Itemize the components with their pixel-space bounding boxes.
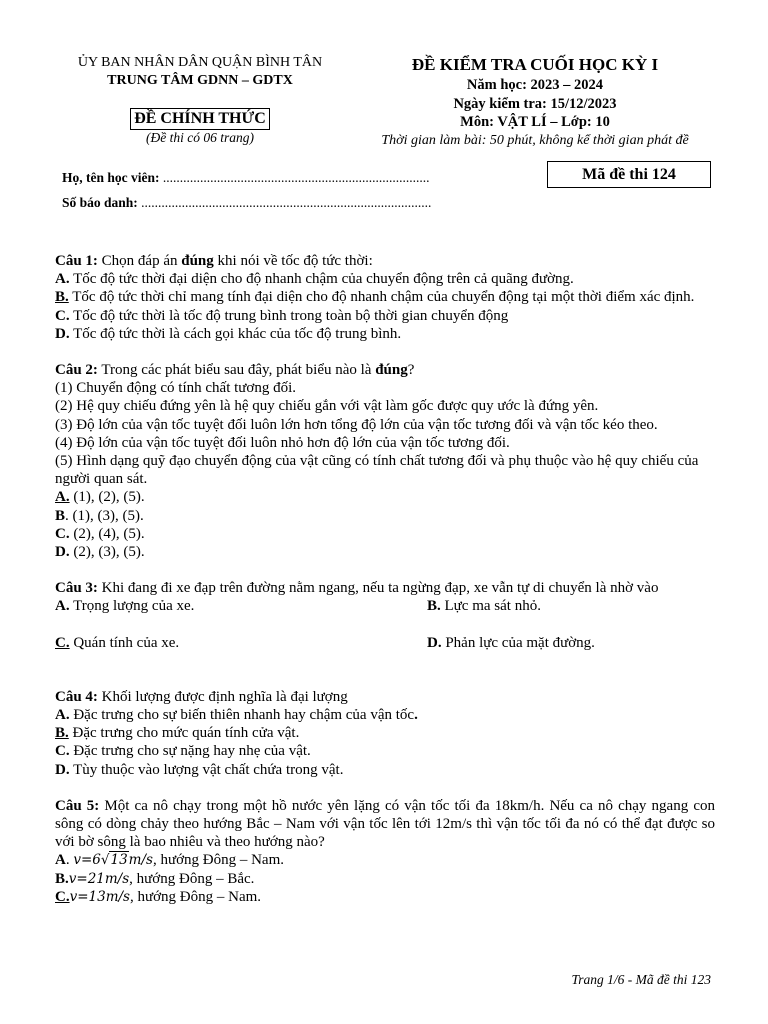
question-label: Câu 1: — [55, 253, 98, 269]
option-text: , hướng Đông – Bắc. — [129, 870, 255, 887]
option-key: B. — [55, 289, 69, 306]
option-key: D. — [55, 544, 70, 561]
exam-title: ĐỀ KIỂM TRA CUỐI HỌC KỲ I — [411, 55, 659, 74]
question-label: Câu 4: — [55, 688, 98, 705]
option-c — [55, 888, 715, 906]
option-a — [55, 706, 715, 724]
formula: v=21m/s — [68, 870, 130, 887]
committee-name: ỦY BAN NHÂN DÂN QUẬN BÌNH TÂN — [77, 55, 323, 70]
stem-text: Khối lượng được định nghĩa là đại lượng — [97, 688, 348, 705]
option-text: (2), (3), (5). — [69, 544, 145, 561]
option-text: Quán tính của xe. — [69, 634, 180, 651]
center-name: TRUNG TÂM GDNN – GDTX — [107, 73, 293, 88]
statement-3: (3) Độ lớn của vận tốc tuyệt đối luôn lớn hơn tổng độ lớn của vận tốc tương đối và vận tốc kéo theo. — [55, 416, 658, 433]
option-key: B — [55, 507, 66, 524]
formula — [73, 851, 153, 868]
option-text: , hướng Đông – Nam. — [130, 888, 262, 905]
option-a — [55, 597, 427, 615]
official-stamp: ĐỀ CHÍNH THỨC — [130, 108, 270, 130]
option-text: Phản lực của mặt đường. — [441, 634, 595, 651]
student-name-field — [62, 170, 430, 186]
question-label: Câu 3: — [55, 580, 98, 597]
question-stem — [55, 252, 715, 270]
option-key: C. — [55, 888, 70, 905]
student-id-field — [62, 195, 431, 211]
spacer — [55, 616, 715, 634]
question-1 — [55, 252, 715, 343]
sqrt-radicand: 13 — [110, 852, 128, 869]
option-b — [55, 288, 715, 306]
student-id-label: Số báo danh: — [62, 195, 138, 210]
option-a — [55, 851, 715, 869]
question-5 — [55, 797, 715, 906]
option-b — [55, 507, 715, 525]
option-d — [55, 543, 715, 561]
option-sep: . — [65, 852, 74, 869]
stem-text: Khi đang đi xe đạp trên đường nằm ngang, nếu ta ngừng đạp, xe vẫn tự di chuyển là nhờ vào — [97, 580, 659, 597]
option-d — [427, 634, 595, 652]
statement-5: (5) Hình dạng quỹ đạo chuyển động của vật cũng có tính chất tương đối và phụ thuộc vào hệ quy chiếu của người quan sát. — [55, 453, 699, 488]
subject: Môn: VẬT LÍ – Lớp: 10 — [460, 114, 610, 130]
option-a — [55, 488, 715, 506]
header-right — [355, 54, 715, 150]
option-c — [55, 307, 715, 325]
option-key: C. — [55, 307, 70, 324]
question-2 — [55, 361, 715, 561]
formula: v=13m/s — [69, 888, 130, 905]
option-c — [55, 742, 715, 760]
option-text: Trọng lượng của xe. — [69, 598, 195, 615]
option-key: D. — [55, 325, 70, 342]
question-stem — [55, 361, 715, 379]
question-4 — [55, 688, 715, 779]
stem-emphasis: đúng — [375, 362, 408, 379]
statement-2: (2) Hệ quy chiếu đứng yên là hệ quy chiếu gắn với vật làm gốc được quy ước là đứng yên. — [55, 398, 599, 415]
exam-date: Ngày kiểm tra: 15/12/2023 — [453, 95, 617, 112]
stem-text: khi nói về tốc độ tức thời: — [213, 253, 373, 269]
student-name-blank: ............................................................................... — [159, 170, 430, 185]
page-footer: Trang 1/6 - Mã đề thi 123 — [571, 972, 711, 987]
sqrt-symbol: √ — [100, 852, 110, 869]
option-text: Đặc trưng cho sự nặng hay nhẹ của vật. — [69, 743, 311, 760]
question-label: Câu 5: — [55, 797, 100, 814]
question-stem — [55, 579, 715, 597]
option-a — [55, 270, 715, 288]
option-key: C. — [55, 634, 70, 651]
exam-code-box: Mã đề thi 124 — [547, 161, 711, 188]
duration: Thời gian làm bài: 50 phút, không kể thời gian phát đề — [381, 132, 689, 148]
option-key: B. — [55, 725, 69, 742]
option-key: C. — [55, 743, 70, 760]
stem-text: Trong các phát biểu sau đây, phát biểu nào là — [97, 362, 376, 379]
option-c — [55, 525, 715, 543]
options-row-2 — [55, 634, 715, 652]
questions-body — [55, 252, 715, 924]
option-text: Tốc độ tức thời là cách gọi khác của tốc độ trung bình. — [69, 325, 402, 342]
option-key: B. — [427, 598, 441, 615]
question-3 — [55, 579, 715, 670]
option-d — [55, 761, 715, 779]
option-key: C. — [55, 525, 70, 542]
option-text: (2), (4), (5). — [69, 525, 145, 542]
stem-text: ? — [407, 362, 415, 379]
school-year: Năm học: 2023 – 2024 — [466, 77, 604, 93]
stem-text: Chọn đáp án — [97, 253, 182, 269]
option-key: A. — [55, 271, 70, 288]
option-key: D. — [427, 634, 442, 651]
pages-note: (Đề thi có 06 trang) — [146, 130, 254, 145]
option-key: A. — [55, 707, 70, 724]
option-key: A. — [55, 598, 70, 615]
student-name-label: Họ, tên học viên: — [62, 170, 160, 185]
option-text: Đặc trưng cho sự biến thiên nhanh hay chậm của vận tốc — [69, 707, 415, 724]
option-c — [55, 634, 427, 652]
question-stem — [55, 688, 715, 706]
option-d — [55, 325, 715, 343]
option-end: . — [414, 707, 418, 724]
header-left — [50, 54, 350, 146]
option-b — [55, 724, 715, 742]
option-text: Đặc trưng cho mức quán tính cửa vật. — [68, 725, 300, 742]
question-stem — [55, 797, 715, 852]
option-key: B. — [55, 870, 69, 887]
statement-4: (4) Độ lớn của vận tốc tuyệt đối luôn nhỏ hơn độ lớn của vận tốc tương đối. — [55, 434, 510, 451]
option-key: D. — [55, 761, 70, 778]
option-key: A. — [55, 489, 70, 506]
formula-unit: m/s — [128, 852, 153, 869]
student-id-blank: ...................................................................................... — [137, 195, 432, 210]
option-text: . (1), (3), (5). — [65, 507, 144, 524]
option-text: Tốc độ tức thời chỉ mang tính đại diện cho độ nhanh chậm của chuyển động tại một thời điểm xác định. — [68, 289, 695, 306]
stem-emphasis: đúng — [181, 253, 214, 269]
question-label: Câu 2: — [55, 362, 98, 379]
options-row-1 — [55, 597, 715, 615]
option-text: Tốc độ tức thời là tốc độ trung bình trong toàn bộ thời gian chuyển động — [69, 307, 509, 324]
option-text: (1), (2), (5). — [69, 489, 145, 506]
option-text: , hướng Đông – Nam. — [152, 852, 285, 869]
statement-1: (1) Chuyển động có tính chất tương đối. — [55, 380, 297, 397]
option-key: A — [55, 852, 66, 869]
option-text: Tốc độ tức thời đại diện cho độ nhanh chậm của chuyển động trên cả quãng đường. — [69, 271, 574, 288]
option-b — [427, 597, 541, 615]
option-text: Lực ma sát nhỏ. — [440, 598, 541, 615]
spacer — [55, 652, 715, 670]
option-text: Tùy thuộc vào lượng vật chất chứa trong vật. — [69, 761, 344, 778]
option-b — [55, 870, 715, 888]
stem-text: Một ca nô chạy trong một hồ nước yên lặng có vận tốc tối đa 18km/h. Nếu ca nô chạy ngang con sông có dòng chảy theo hướng Bắc – Nam với vận tốc lên tới 12m/s thì vận tốc tối đa nó có thể đạt được so với bờ sông là bao nhiêu và theo hướng nào? — [55, 797, 715, 851]
formula-prefix: v=6 — [73, 852, 101, 869]
